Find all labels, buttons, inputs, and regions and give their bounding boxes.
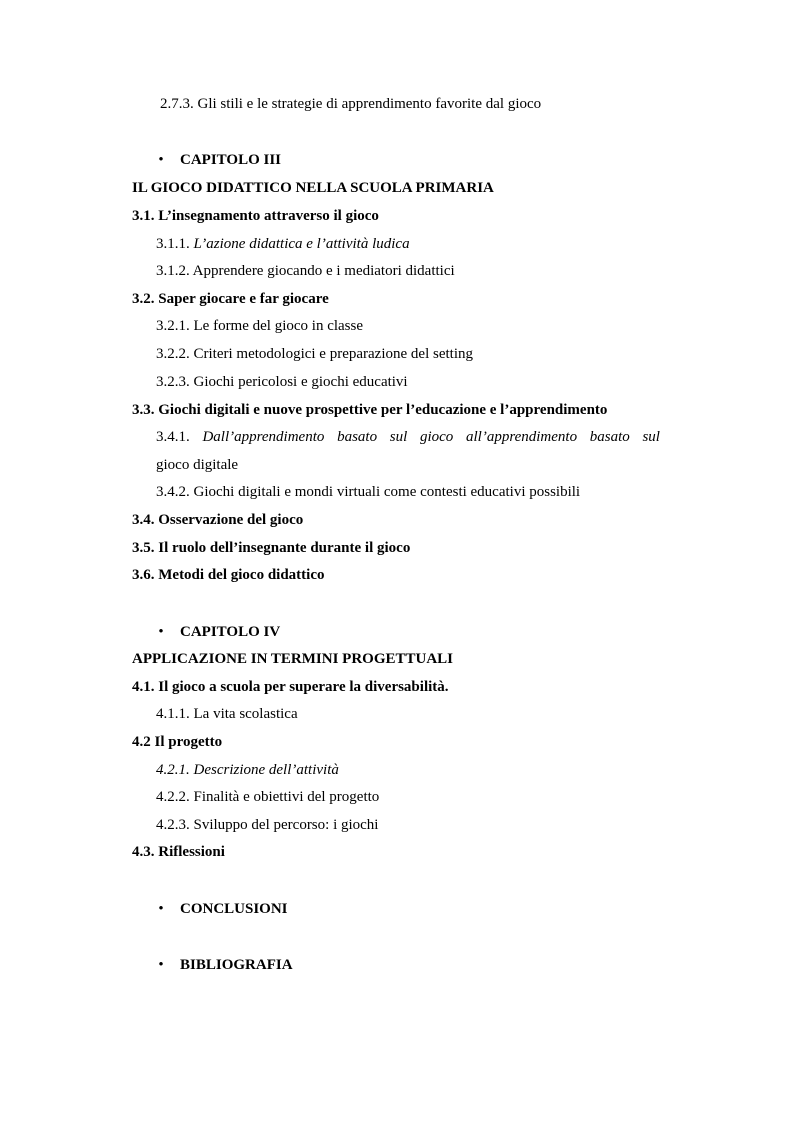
section-3-3: 3.3. Giochi digitali e nuove prospettive per l’educazione e l’apprendimento: [132, 402, 608, 418]
subsection-3-2-1: 3.2.1. Le forme del gioco in classe: [156, 318, 364, 334]
word: all’apprendimento: [465, 429, 578, 445]
subsection-4-1-1: 4.1.1. La vita scolastica: [156, 706, 298, 722]
chapter-3-label: CAPITOLO III: [180, 152, 282, 168]
section-3-1: 3.1. L’insegnamento attraverso il gioco: [132, 208, 379, 224]
word: Dall’apprendimento: [202, 429, 325, 445]
section-4-1: 4.1. Il gioco a scuola per superare la diversabilità.: [132, 679, 449, 695]
subsection-3-1-1-text: L’azione didattica e l’attività ludica: [193, 236, 410, 252]
bullet-icon: •: [158, 901, 164, 917]
subsection-4-2-2: 4.2.2. Finalità e obiettivi del progetto: [156, 789, 380, 805]
section-4-2: 4.2 Il progetto: [132, 734, 223, 750]
subsection-3-2-3: 3.2.3. Giochi pericolosi e giochi educativi: [156, 374, 408, 390]
subsection-3-2-2: 3.2.2. Criteri metodologici e preparazione del setting: [156, 346, 473, 362]
bibliografia-heading: BIBLIOGRAFIA: [180, 957, 293, 973]
conclusioni-heading: CONCLUSIONI: [180, 901, 288, 917]
word: sul: [642, 429, 660, 445]
chapter-4-title: APPLICAZIONE IN TERMINI PROGETTUALI: [132, 651, 454, 667]
word: basato: [589, 429, 630, 445]
section-3-5: 3.5. Il ruolo dell’insegnante durante il gioco: [132, 540, 411, 556]
section-3-4: 3.4. Osservazione del gioco: [132, 512, 304, 528]
subsection-3-1-1-number: 3.1.1.: [156, 236, 190, 252]
word: sul: [389, 429, 408, 445]
subsection-3-4-2: 3.4.2. Giochi digitali e mondi virtuali come contesti educativi possibili: [156, 484, 581, 500]
bullet-icon: •: [158, 152, 164, 168]
chapter-3-title: IL GIOCO DIDATTICO NELLA SCUOLA PRIMARIA: [132, 180, 494, 196]
toc-item-2-7-3: 2.7.3. Gli stili e le strategie di apprendimento favorite dal gioco: [160, 96, 542, 112]
subsection-3-1-1: [156, 235, 410, 253]
subsection-3-4-1: [156, 428, 660, 446]
word: 3.4.1.: [156, 429, 190, 445]
subsection-3-4-1-continuation: gioco digitale: [156, 457, 239, 473]
bullet-icon: •: [158, 957, 164, 973]
bullet-icon: •: [158, 624, 164, 640]
section-4-3: 4.3. Riflessioni: [132, 844, 225, 860]
section-3-2: 3.2. Saper giocare e far giocare: [132, 291, 329, 307]
subsection-4-2-3: 4.2.3. Sviluppo del percorso: i giochi: [156, 817, 379, 833]
subsection-3-1-2: 3.1.2. Apprendere giocando e i mediatori didattici: [156, 263, 455, 279]
section-3-6: 3.6. Metodi del gioco didattico: [132, 567, 325, 583]
subsection-4-2-1: 4.2.1. Descrizione dell’attività: [156, 762, 339, 778]
word: basato: [337, 429, 378, 445]
chapter-4-label: CAPITOLO IV: [180, 624, 281, 640]
word: gioco: [419, 429, 454, 445]
